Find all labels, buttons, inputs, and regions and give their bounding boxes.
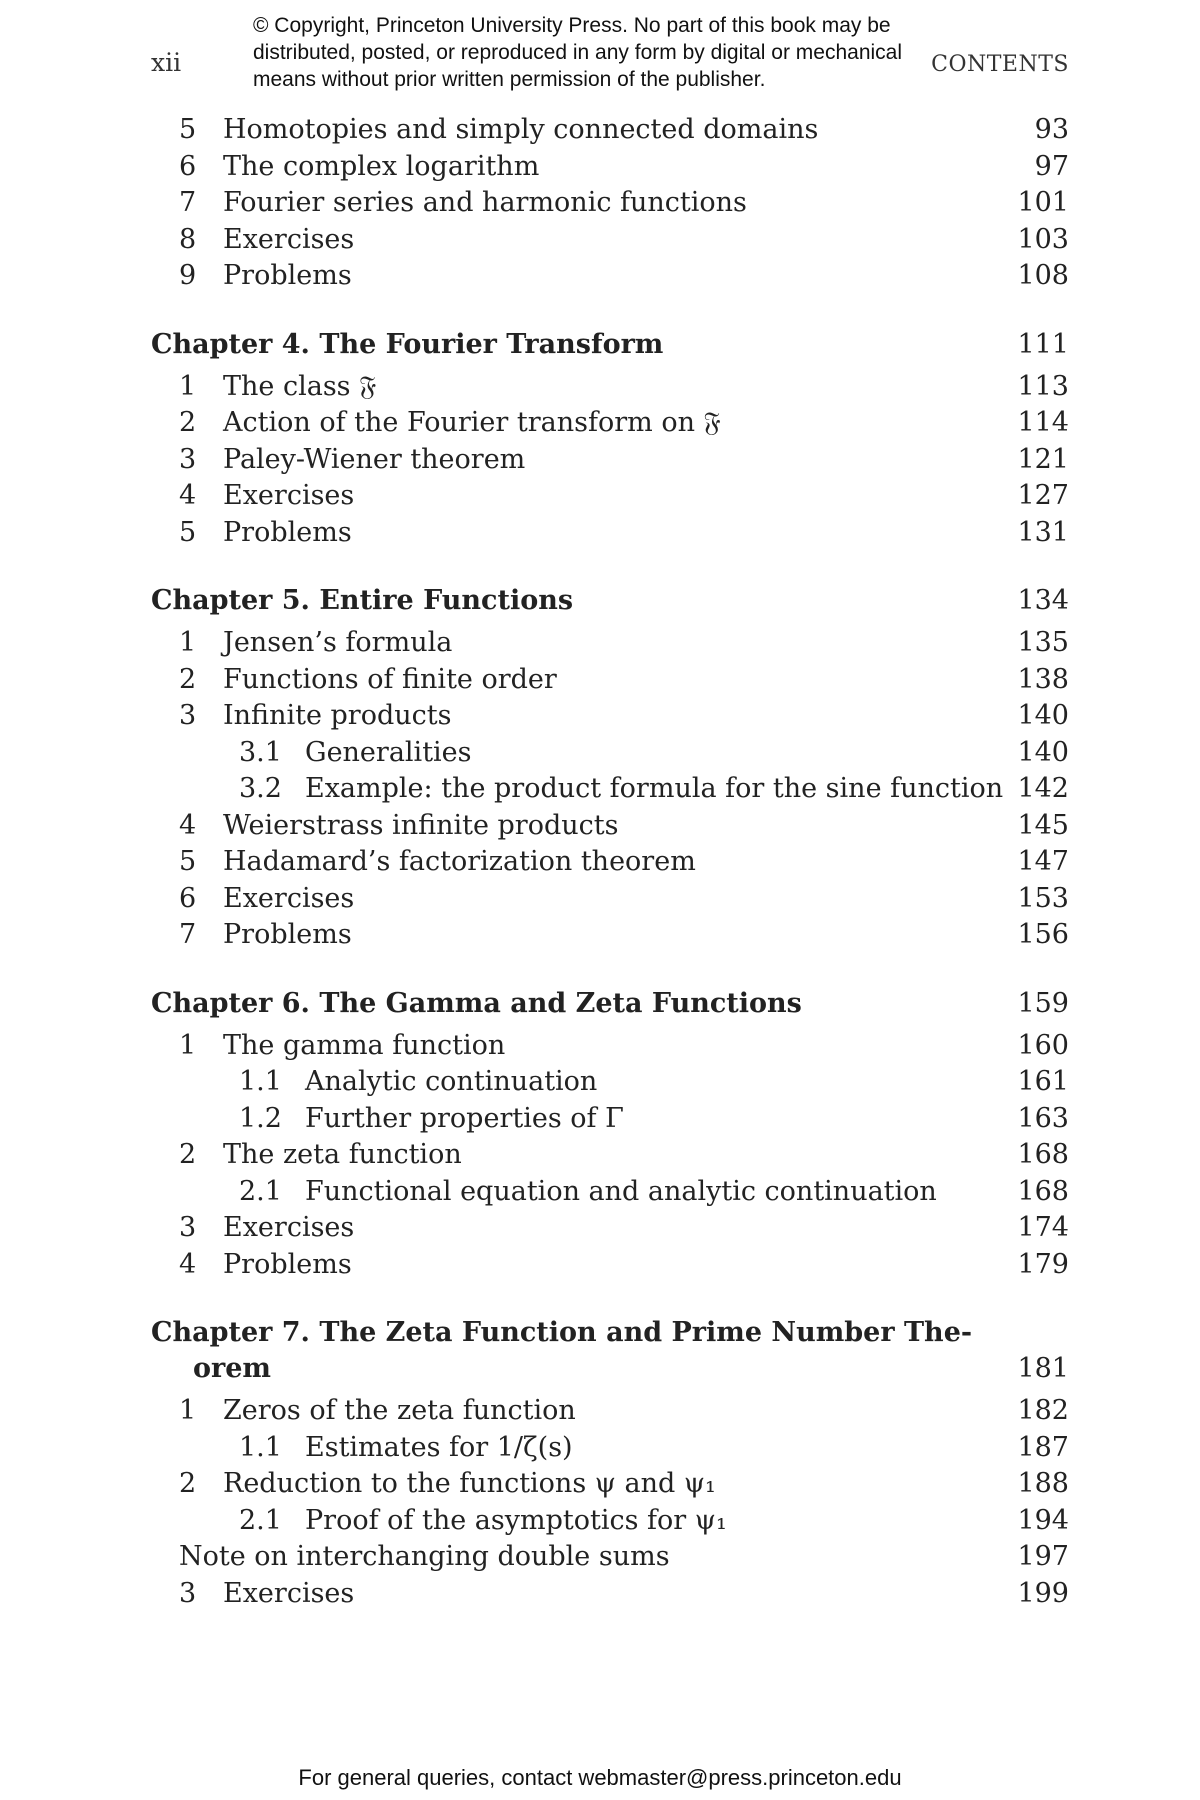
toc-entry[interactable] (151, 844, 1069, 881)
toc-subentry[interactable] (151, 771, 1069, 808)
entry-number: 9 (179, 260, 197, 291)
entry-number: 1 (179, 627, 197, 658)
entry-number: 2 (179, 663, 197, 695)
toc-entry[interactable] (151, 442, 1069, 479)
toc-entry[interactable] (151, 369, 1069, 406)
entry-number: 3 (179, 1212, 197, 1243)
entry-title: The zeta function (223, 1139, 462, 1170)
entry-number: 3.2 (239, 773, 282, 804)
entry-page: 101 (1017, 187, 1069, 218)
entry-page: 199 (1017, 1577, 1069, 1609)
entry-title: Estimates for 1/ζ(s) (305, 1431, 573, 1463)
entry-page: 97 (1034, 150, 1069, 182)
toc-entry[interactable] (151, 917, 1069, 954)
entry-page: 160 (1017, 1029, 1069, 1061)
toc-entry[interactable] (151, 405, 1069, 442)
entry-title: Problems (223, 260, 352, 291)
toc-subentry[interactable] (151, 735, 1069, 772)
entry-title: Exercises (223, 480, 355, 511)
entry-title: Exercises (223, 1577, 355, 1609)
entry-page: 179 (1017, 1248, 1069, 1280)
toc-entry[interactable] (151, 515, 1069, 552)
toc-entry[interactable] (151, 149, 1069, 186)
entry-number: 3 (179, 1577, 197, 1609)
entry-title: The class 𝔉 (223, 370, 377, 402)
entry-title: Analytic continuation (305, 1066, 598, 1097)
chapter-heading-7[interactable] (151, 1313, 1069, 1389)
entry-number: 2 (179, 1468, 197, 1499)
entry-number: 2.1 (239, 1175, 282, 1207)
chapter-heading-4[interactable] (151, 325, 1069, 365)
entry-number: 1.1 (239, 1066, 282, 1097)
entry-title: Functional equation and analytic continuation (305, 1175, 937, 1207)
entry-title: Proof of the asymptotics for ψ₁ (305, 1504, 727, 1536)
chapter-title: Chapter 5. Entire Functions (151, 585, 574, 616)
chapter-heading-5[interactable] (151, 581, 1069, 621)
chapter-title: Chapter 7. The Zeta Function and Prime Number The- (151, 1317, 973, 1348)
toc-entry[interactable] (151, 625, 1069, 662)
entry-page: 161 (1017, 1066, 1069, 1097)
entry-title: Paley-Wiener theorem (223, 443, 526, 475)
copyright-line: distributed, posted, or reproduced in any form by digital or mechanical (253, 41, 903, 64)
entry-page: 131 (1017, 516, 1069, 548)
entry-page: 174 (1017, 1212, 1069, 1243)
entry-page: 138 (1017, 663, 1069, 695)
entry-title: Exercises (223, 223, 355, 255)
entry-title: Problems (223, 516, 352, 548)
toc-entry[interactable] (151, 1137, 1069, 1174)
toc-entry[interactable] (151, 185, 1069, 222)
entry-title: Further properties of Γ (305, 1102, 624, 1134)
entry-number: 3 (179, 443, 197, 475)
entry-number: 5 (179, 846, 197, 877)
entry-number: 4 (179, 480, 197, 511)
entry-title: Problems (223, 1248, 352, 1280)
toc-entry[interactable] (151, 1393, 1069, 1430)
entry-number: 4 (179, 1248, 197, 1280)
toc-entry[interactable] (151, 1247, 1069, 1284)
toc-entry[interactable] (151, 1210, 1069, 1247)
entry-title: Fourier series and harmonic functions (223, 187, 747, 218)
entry-page: 140 (1017, 736, 1069, 768)
toc-entry[interactable] (151, 1466, 1069, 1503)
toc-subentry[interactable] (151, 1064, 1069, 1101)
copyright-line: © Copyright, Princeton University Press. No part of this book may be (253, 14, 891, 37)
entry-page: 194 (1017, 1504, 1069, 1536)
footer-contact: For general queries, contact webmaster@press.princeton.edu (298, 1765, 902, 1790)
entry-page: 121 (1017, 443, 1069, 475)
chapter-title-continuation: orem (193, 1353, 271, 1384)
chapter-title: Chapter 6. The Gamma and Zeta Functions (151, 987, 802, 1019)
entry-title: Hadamard’s factorization theorem (223, 846, 696, 877)
entry-number: 6 (179, 150, 197, 182)
entry-page: 127 (1017, 480, 1069, 511)
chapter-title: Chapter 4. The Fourier Transform (151, 328, 664, 360)
running-head: CONTENTS (931, 52, 1069, 77)
entry-page: 187 (1017, 1431, 1069, 1463)
entry-number: 2 (179, 407, 197, 438)
entry-number: 1.2 (239, 1102, 282, 1134)
table-of-contents (151, 112, 1069, 1612)
chapter-page: 181 (1017, 1353, 1069, 1384)
entry-title: Generalities (305, 736, 472, 768)
page-number: xii (151, 48, 182, 77)
entry-number: 4 (179, 809, 197, 841)
entry-page: 156 (1017, 919, 1069, 950)
entry-title: Note on interchanging double sums (179, 1541, 670, 1572)
entry-title: The complex logarithm (223, 150, 540, 182)
toc-entry[interactable] (151, 478, 1069, 515)
entry-page: 145 (1017, 809, 1069, 841)
entry-number: 1 (179, 1395, 197, 1426)
entry-number: 1 (179, 1029, 197, 1061)
entry-title: Infinite products (223, 700, 452, 731)
entry-title: Jensen’s formula (223, 627, 453, 658)
entry-number: 5 (179, 114, 197, 145)
entry-page: 188 (1017, 1468, 1069, 1499)
toc-entry[interactable] (151, 222, 1069, 259)
entry-page: 93 (1034, 114, 1069, 145)
entry-title: The gamma function (223, 1029, 506, 1061)
entry-number: 1.1 (239, 1431, 282, 1463)
chapter-page: 159 (1017, 987, 1069, 1019)
entry-number: 2.1 (239, 1504, 282, 1536)
chapter-heading-6[interactable] (151, 984, 1069, 1024)
entry-title: Zeros of the zeta function (223, 1395, 576, 1426)
entry-page: 153 (1017, 882, 1069, 914)
entry-page: 182 (1017, 1395, 1069, 1426)
entry-number: 6 (179, 882, 197, 914)
entry-title: Weierstrass infinite products (223, 809, 619, 841)
entry-page: 135 (1017, 627, 1069, 658)
entry-page: 168 (1017, 1139, 1069, 1170)
entry-page: 197 (1017, 1541, 1069, 1572)
entry-page: 140 (1017, 700, 1069, 731)
toc-subentry[interactable] (151, 1101, 1069, 1138)
toc-entry[interactable] (151, 808, 1069, 845)
toc-entry[interactable] (151, 662, 1069, 699)
entry-title: Exercises (223, 882, 355, 914)
copyright-line: means without prior written permission of the publisher. (253, 68, 766, 91)
entry-number: 7 (179, 919, 197, 950)
chapter-page: 134 (1017, 585, 1069, 616)
entry-page: 114 (1017, 407, 1069, 438)
toc-subentry[interactable] (151, 1174, 1069, 1211)
toc-subentry[interactable] (151, 1430, 1069, 1467)
entry-title: Homotopies and simply connected domains (223, 114, 819, 145)
toc-entry[interactable] (151, 881, 1069, 918)
entry-page: 108 (1017, 260, 1069, 291)
entry-number: 2 (179, 1139, 197, 1170)
entry-title: Example: the product formula for the sine function (305, 773, 1004, 804)
entry-title: Reduction to the functions ψ and ψ₁ (223, 1468, 716, 1499)
entry-number: 5 (179, 516, 197, 548)
toc-entry[interactable] (151, 698, 1069, 735)
toc-subentry[interactable] (151, 1503, 1069, 1540)
entry-page: 147 (1017, 846, 1069, 877)
entry-title: Problems (223, 919, 352, 950)
toc-entry[interactable] (151, 1576, 1069, 1613)
entry-page: 168 (1017, 1175, 1069, 1207)
entry-number: 7 (179, 187, 197, 218)
entry-page: 113 (1017, 370, 1069, 402)
chapter-page: 111 (1017, 328, 1069, 360)
entry-number: 8 (179, 223, 197, 255)
entry-title: Exercises (223, 1212, 355, 1243)
entry-title: Action of the Fourier transform on 𝔉 (223, 407, 721, 438)
entry-number: 1 (179, 370, 197, 402)
toc-entry[interactable] (151, 1028, 1069, 1065)
entry-title: Functions of finite order (223, 663, 557, 695)
entry-number: 3 (179, 700, 197, 731)
toc-entry[interactable] (151, 258, 1069, 295)
toc-entry[interactable] (151, 112, 1069, 149)
entry-page: 103 (1017, 223, 1069, 255)
entry-number: 3.1 (239, 736, 282, 768)
copyright-notice (253, 12, 953, 93)
toc-note-entry[interactable] (151, 1539, 1069, 1576)
entry-page: 163 (1017, 1102, 1069, 1134)
entry-page: 142 (1017, 773, 1069, 804)
